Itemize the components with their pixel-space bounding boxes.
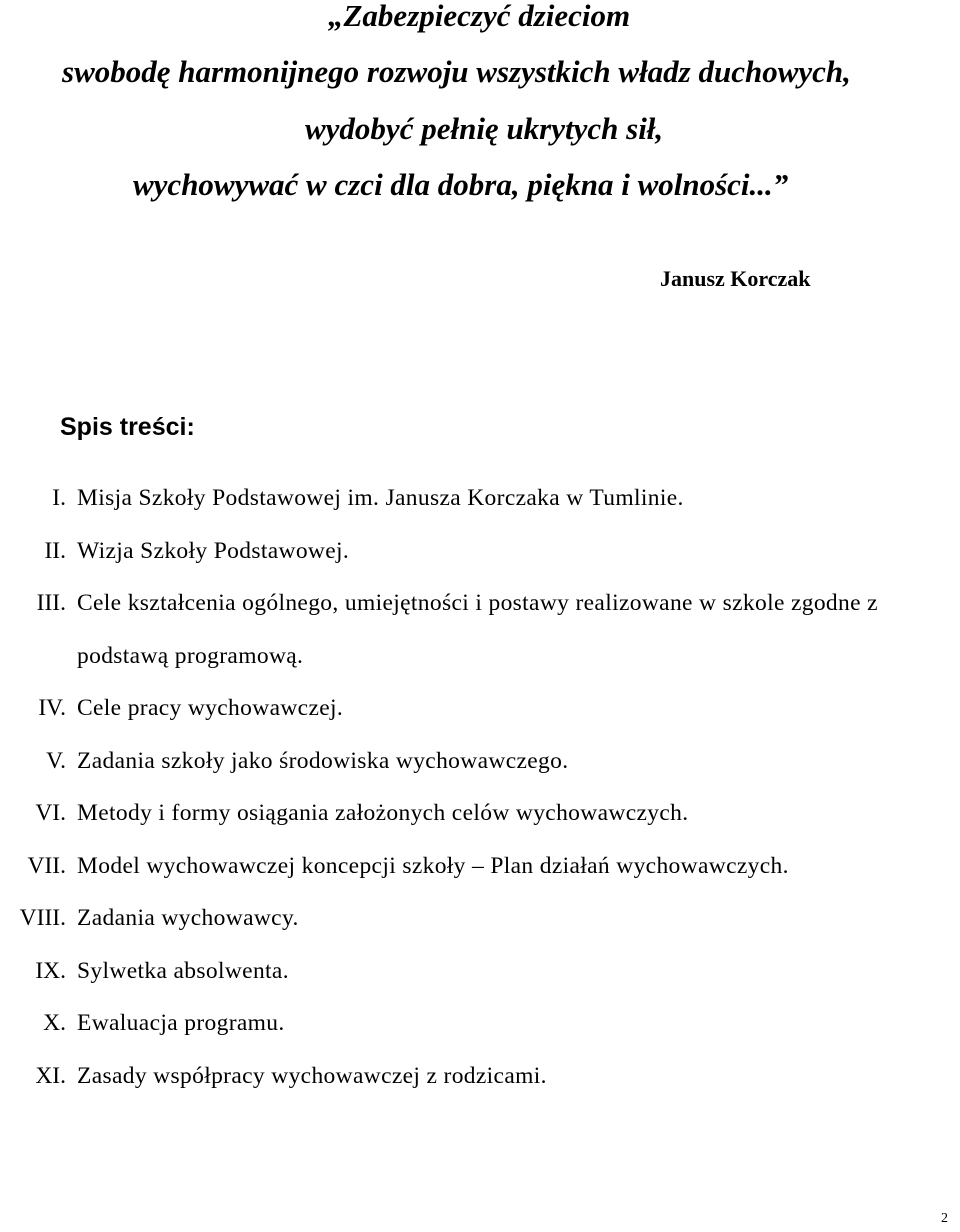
toc-item-number: VIII. <box>19 905 66 931</box>
toc-item-text: Zadania wychowawcy. <box>77 905 299 931</box>
toc-item-text: Wizja Szkoły Podstawowej. <box>77 537 350 564</box>
quote-line: „Zabezpieczyć dzieciom <box>328 0 631 33</box>
toc-item <box>0 577 960 682</box>
toc-item <box>0 997 960 1050</box>
toc-item-text: Cele kształcenia ogólnego, umiejętności i postawy realizowane w szkole zgodne z podstawą programową. <box>77 590 878 669</box>
toc-item-text: Model wychowawczej koncepcji szkoły – Plan działań wychowawczych. <box>77 852 789 879</box>
toc-item-text: Misja Szkoły Podstawowej im. Janusza Korczaka w Tumlinie. <box>77 485 684 511</box>
toc-item-number: IX. <box>35 957 66 984</box>
toc-item <box>0 945 960 998</box>
toc-item-number: II. <box>44 537 66 564</box>
toc-item-number: VII. <box>27 852 66 879</box>
table-of-contents <box>0 472 960 1102</box>
quote-line: wydobyć pełnię ukrytych sił, <box>305 111 664 146</box>
toc-item-text: Sylwetka absolwenta. <box>77 957 289 984</box>
toc-item-text: Ewaluacja programu. <box>77 1010 285 1036</box>
toc-item <box>0 735 960 788</box>
toc-title: Spis treści: <box>60 413 195 441</box>
toc-item-text: Zasady współpracy wychowawczej z rodzicami. <box>77 1062 547 1089</box>
toc-item-text: Zadania szkoły jako środowiska wychowawczego. <box>77 747 569 774</box>
toc-item-number: IV. <box>38 695 66 721</box>
toc-item-number: I. <box>52 485 66 511</box>
quote-author: Janusz Korczak <box>660 266 811 291</box>
toc-item-number: VI. <box>35 800 66 826</box>
toc-item <box>0 682 960 735</box>
toc-item-text: Metody i formy osiągania założonych celów wychowawczych. <box>77 800 689 826</box>
toc-item-number: XI. <box>35 1062 66 1089</box>
toc-item <box>0 525 960 578</box>
toc-item-number: III. <box>36 590 66 616</box>
toc-item <box>0 892 960 945</box>
toc-item-number: X. <box>43 1010 66 1036</box>
toc-item-text: Cele pracy wychowawczej. <box>77 695 344 721</box>
toc-item <box>0 840 960 893</box>
page-number: 2 <box>941 1211 948 1226</box>
quote-line: swobodę harmonijnego rozwoju wszystkich władz duchowych, <box>62 54 851 89</box>
quote-line: wychowywać w czci dla dobra, piękna i wolności...” <box>133 167 789 202</box>
toc-item <box>0 787 960 840</box>
toc-item <box>0 1050 960 1103</box>
toc-item-number: V. <box>46 747 66 774</box>
toc-item <box>0 472 960 525</box>
